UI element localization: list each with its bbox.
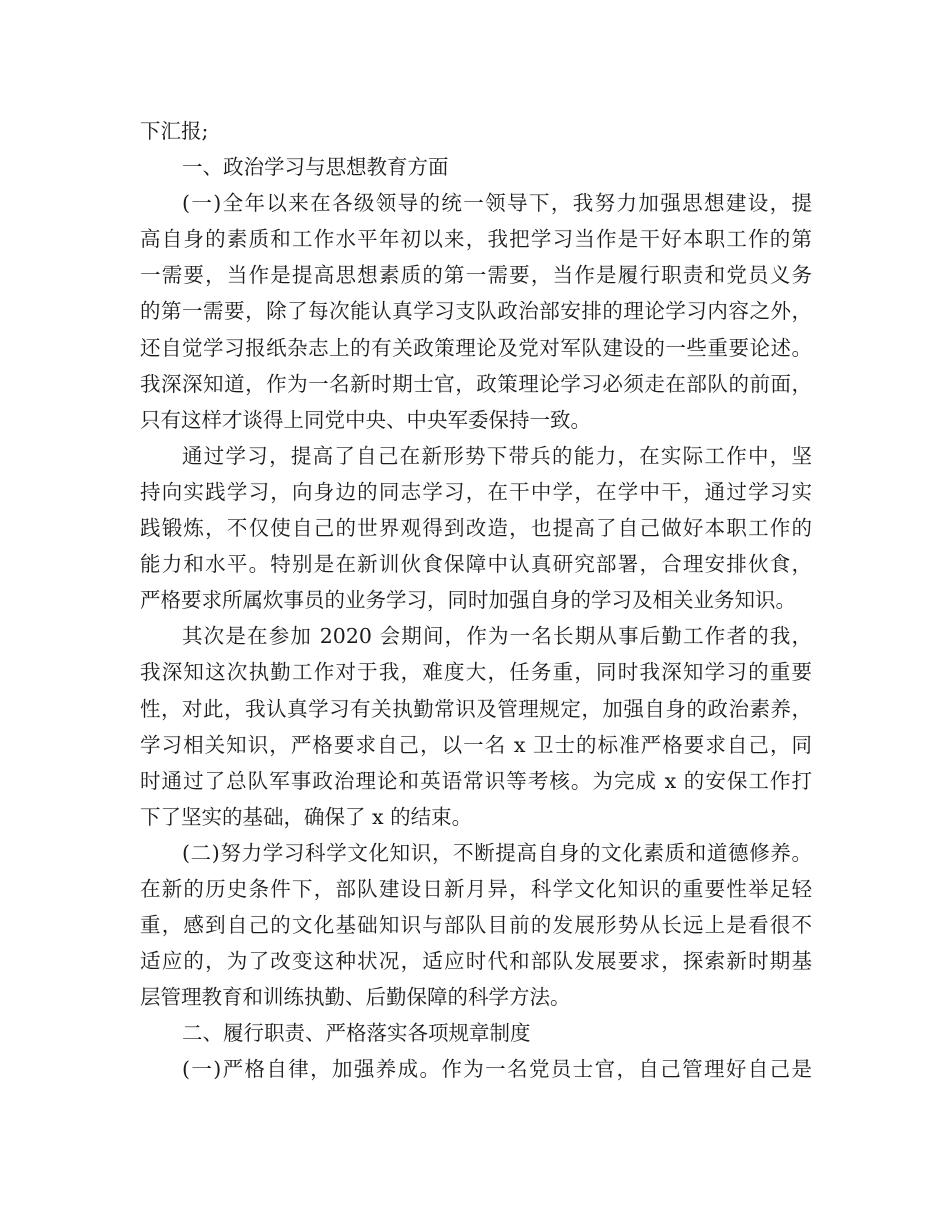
text-line: 只有这样才谈得上同党中央、中央军委保持一致。 [140, 407, 591, 432]
text-line: 高自身的素质和工作水平年初以来，我把学习当作是干好本职工作的第 [140, 227, 812, 252]
text-line: (二)努力学习科学文化知识，不断提高自身的文化素质和道德修养。 [182, 840, 812, 865]
text-line: 严格要求所属炊事员的业务学习，同时加强自身的学习及相关业务知识。 [140, 588, 796, 613]
text-line: (一)全年以来在各级领导的统一领导下，我努力加强思想建设，提 [182, 191, 812, 216]
text-line: 学习相关知识，严格要求自己，以一名 x 卫士的标准严格要求自己，同 [140, 732, 812, 757]
document-body [140, 113, 812, 1088]
text-line: 二、履行职责、严格落实各项规章制度 [182, 1021, 531, 1046]
text-line: 持向实践学习，向身边的同志学习，在干中学，在学中干，通过学习实 [140, 479, 812, 504]
text-line: 的第一需要，除了每次能认真学习支队政治部安排的理论学习内容之外， [140, 299, 812, 324]
text-line: 还自觉学习报纸杂志上的有关政策理论及党对军队建设的一些重要论述。 [140, 335, 812, 360]
text-line: 下了坚实的基础，确保了 x 的结束。 [140, 804, 473, 829]
text-line: 我深深知道，作为一名新时期士官，政策理论学习必须走在部队的前面， [140, 371, 812, 396]
text-line: 下汇报; [140, 119, 209, 143]
text-line: 能力和水平。特别是在新训伙食保障中认真研究部署，合理安排伙食， [140, 552, 812, 577]
text-line: 适应的，为了改变这种状况，适应时代和部队发展要求，探索新时期基 [140, 949, 812, 974]
text-line: 其次是在参加 2020 会期间，作为一名长期从事后勤工作者的我， [182, 624, 812, 649]
text-line: 层管理教育和训练执勤、后勤保障的科学方法。 [140, 985, 571, 1010]
text-line: 性，对此，我认真学习有关执勤常识及管理规定，加强自身的政治素养， [140, 696, 812, 721]
text-line: (一)严格自律，加强养成。作为一名党员士官，自己管理好自己是 [182, 1057, 812, 1082]
text-line: 践锻炼，不仅使自己的世界观得到改造，也提高了自己做好本职工作的 [140, 516, 812, 541]
text-line: 在新的历史条件下，部队建设日新月异，科学文化知识的重要性举足轻 [140, 876, 812, 901]
text-line: 通过学习，提高了自己在新形势下带兵的能力，在实际工作中，坚 [182, 443, 812, 468]
text-line: 一、政治学习与思想教育方面 [182, 155, 449, 180]
text-line: 重，感到自己的文化基础知识与部队目前的发展形势从长远上是看很不 [140, 913, 812, 938]
text-line: 我深知这次执勤工作对于我，难度大，任务重，同时我深知学习的重要 [140, 660, 812, 685]
text-line: 时通过了总队军事政治理论和英语常识等考核。为完成 x 的安保工作打 [140, 768, 812, 793]
text-line: 一需要，当作是提高思想素质的第一需要，当作是履行职责和党员义务 [140, 263, 812, 288]
